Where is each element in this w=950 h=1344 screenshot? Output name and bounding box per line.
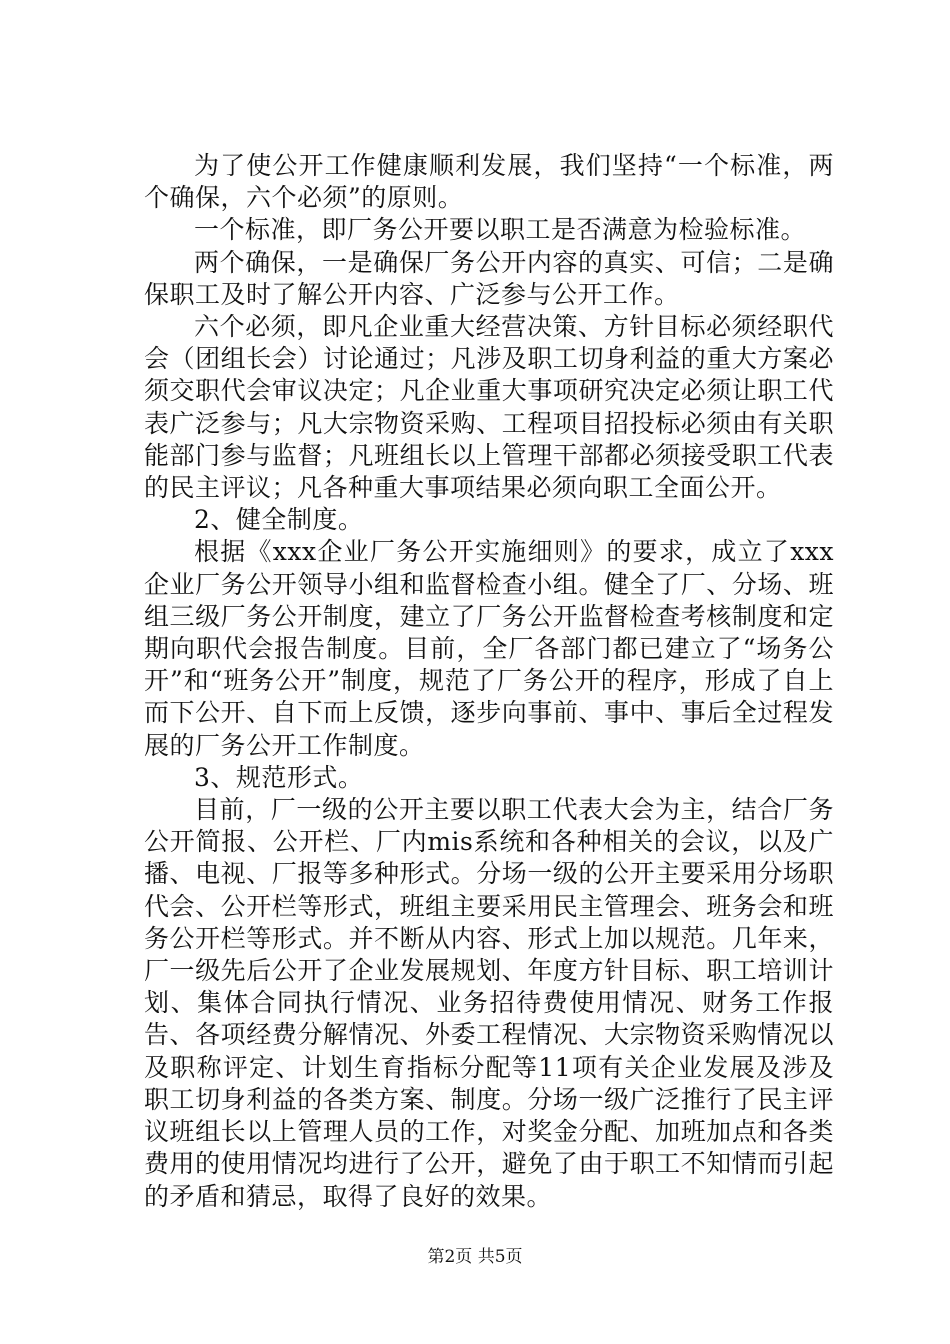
paragraph-one-standard: 一个标准，即厂务公开要以职工是否满意为检验标准。 [194,215,807,245]
paragraph-principles: 为了使公开工作健康顺利发展，我们坚持“一个标准，两个确保，六个必须”的原则。 [144,151,834,213]
section-heading-system: 2、健全制度。 [194,505,364,535]
paragraph-forms: 目前，厂一级的公开主要以职工代表大会为主，结合厂务公开简报、公开栏、厂内mis系统和各种相关的会议，以及广播、电视、厂报等多种形式。分场一级的公开主要采用分场职代会、公开栏等形式，班组主要采用民主管理会、班务会和班务公开栏等形式。并不断从内容、形式上加以规范。几年来，厂一级先后公开了企业发展规划、年度方针目标、职工培训计划、集体合同执行情况、业务招待费使用情况、财务工作报告、各项经费分解情况、外委工程情况、大宗物资采购情况以及职称评定、计划生育指标分配等11项有关企业发展及涉及职工切身利益的各类方案、制度。分场一级广泛推行了民主评议班组长以上管理人员的工作，对奖金分配、加班加点和各类费用的使用情况均进行了公开，避免了由于职工不知情而引起的矛盾和猜忌，取得了良好的效果。 [144,795,834,1211]
document-body [144,150,834,1213]
paragraph-two-guarantees: 两个确保，一是确保厂务公开内容的真实、可信；二是确保职工及时了解公开内容、广泛参与公开工作。 [144,247,834,309]
page-number-footer: 第2页 共5页 [427,1247,523,1267]
paragraph-system: 根据《xxx企业厂务公开实施细则》的要求，成立了xxx企业厂务公开领导小组和监督检查小组。健全了厂、分场、班组三级厂务公开制度，建立了厂务公开监督检查考核制度和定期向职代会报告制度。目前，全厂各部门都已建立了“场务公开”和“班务公开”制度，规范了厂务公开的程序，形成了自上而下公开、自下而上反馈，逐步向事前、事中、事后全过程发展的厂务公开工作制度。 [144,537,834,760]
paragraph-six-musts: 六个必须，即凡企业重大经营决策、方针目标必须经职代会（团组长会）讨论通过；凡涉及职工切身利益的重大方案必须交职代会审议决定；凡企业重大事项研究决定必须让职工代表广泛参与；凡大宗物资采购、工程项目招投标必须由有关职能部门参与监督；凡班组长以上管理干部都必须接受职工代表的民主评议；凡各种重大事项结果必须向职工全面公开。 [144,312,834,503]
section-heading-forms: 3、规范形式。 [194,762,364,792]
